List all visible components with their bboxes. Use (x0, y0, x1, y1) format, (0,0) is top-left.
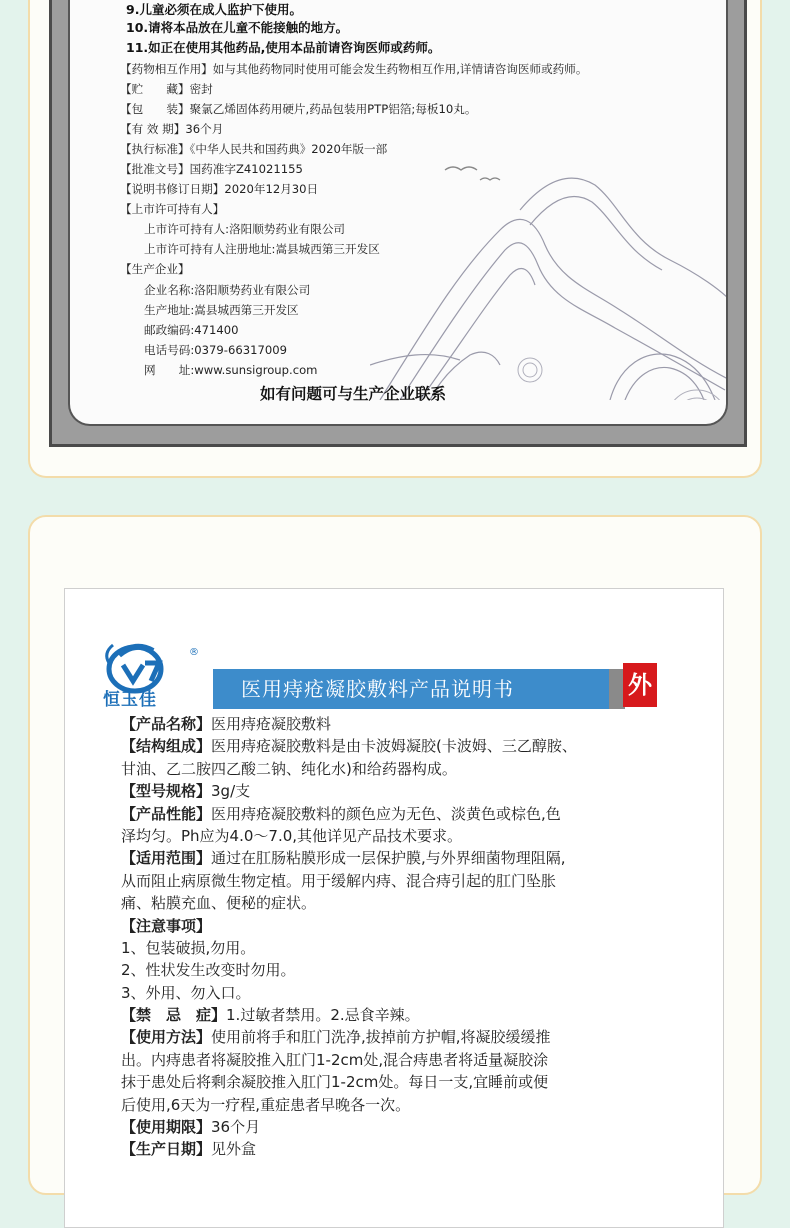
validity-row (120, 121, 223, 137)
production-address: 生产地址:嵩县城西第三开发区 (144, 303, 299, 317)
leaflet-line (121, 713, 681, 735)
manufacturer-title: 【生产企业】 (120, 262, 190, 276)
registered-mark: ® (189, 647, 199, 658)
leaflet-line (121, 825, 681, 847)
leaflet-line (121, 915, 681, 937)
leaflet-line (121, 758, 681, 780)
leaflet-frame (49, 0, 747, 447)
leaflet-line (121, 937, 681, 959)
mountain-landscape-illustration (370, 150, 728, 400)
instruction-card-top (28, 0, 762, 478)
phone-number: 电话号码:0379-66317009 (144, 343, 287, 357)
leaflet-line (121, 959, 681, 981)
storage-value: 密封 (189, 82, 213, 96)
standard-value: 《中华人民共和国药典》2020年版一部 (189, 142, 388, 156)
leaflet-title: 医用痔疮凝胶敷料产品说明书 (213, 669, 609, 709)
section-text: 医用痔疮凝胶敷料是由卡波姆凝胶(卡波姆、三乙醇胺、 (211, 737, 577, 756)
section-label: 【生产日期】 (121, 1140, 212, 1159)
leaflet-line (121, 1138, 681, 1160)
leaflet-line (121, 1071, 681, 1093)
section-text: 见外盒 (211, 1140, 257, 1159)
section-text: 1、包装破损,勿用。 (121, 938, 256, 957)
package-row (120, 101, 476, 117)
section-label: 【型号规格】 (121, 782, 212, 801)
brand-name: 恒玉佳 (103, 690, 157, 710)
holder-title: 【上市许可持有人】 (120, 202, 225, 216)
section-text: 3、外用、勿入口。 (121, 983, 251, 1002)
section-text: 出。内痔患者将凝胶推入肛门1-2cm处,混合痔患者将适量凝胶涂 (121, 1050, 549, 1069)
leaflet-line (121, 1004, 681, 1026)
leaflet-line (121, 735, 681, 757)
leaflet-body (121, 713, 681, 1161)
postal-code: 邮政编码:471400 (144, 323, 239, 337)
section-text: 通过在肛肠粘膜形成一层保护膜,与外界细菌物理阻隔, (211, 849, 566, 868)
approval-label: 【批准文号】 (120, 162, 190, 176)
section-label: 【禁 忌 症】 (121, 1006, 227, 1025)
section-text: 36个月 (211, 1118, 261, 1137)
warning-item-10: 10.请将本品放在儿童不能接触的地方。 (126, 20, 349, 35)
section-text: 医用痔疮凝胶敷料 (211, 715, 332, 733)
company-name: 企业名称:洛阳顺势药业有限公司 (144, 283, 311, 297)
section-label: 【结构组成】 (121, 737, 212, 756)
standard-label: 【执行标准】 (120, 142, 190, 156)
section-text: 甘油、乙二胺四乙酸二钠、纯化水)和给药器构成。 (121, 759, 457, 778)
leaflet-line (121, 1026, 681, 1048)
drug-interaction-value: 如与其他药物同时使用可能会发生药物相互作用,详情请咨询医师或药师。 (212, 62, 588, 76)
drug-interaction-label: 【药物相互作用】 (120, 62, 213, 76)
section-text: 2、性状发生改变时勿用。 (121, 961, 296, 980)
instruction-card-bottom (28, 515, 762, 1195)
external-use-badge: 外 (623, 663, 657, 707)
product-leaflet (64, 588, 724, 1228)
leaflet-inner-panel (68, 0, 728, 426)
leaflet-line (121, 1049, 681, 1071)
section-label: 【产品名称】 (121, 715, 212, 733)
contact-note: 如有问题可与生产企业联系 (260, 385, 447, 403)
warning-item-11: 11.如正在使用其他药品,使用本品前请咨询医师或药师。 (126, 40, 441, 55)
leaflet-line (121, 892, 681, 914)
leaflet-line (121, 803, 681, 825)
package-value: 聚氯乙烯固体药用硬片,药品包装用PTP铝箔;每板10丸。 (189, 102, 477, 116)
holder-name: 上市许可持有人:洛阳顺势药业有限公司 (144, 222, 346, 236)
section-text: 抹于患处后将剩余凝胶推入肛门1-2cm处。每日一支,宜睡前或便 (121, 1073, 549, 1092)
leaflet-line (121, 982, 681, 1004)
standard-row (120, 141, 387, 157)
section-text: 3g/支 (211, 782, 251, 801)
revision-row (120, 181, 318, 197)
section-label: 【产品性能】 (121, 804, 212, 823)
warning-item-9: 9.儿童必须在成人监护下使用。 (126, 2, 302, 17)
storage-row (120, 81, 213, 97)
section-text: 泽均匀。Ph应为4.0～7.0,其他详见产品技术要求。 (121, 826, 463, 845)
validity-value: 36个月 (185, 122, 224, 136)
revision-value: 2020年12月30日 (224, 182, 319, 196)
section-text: 使用前将手和肛门洗净,拔掉前方护帽,将凝胶缓缓推 (211, 1028, 551, 1047)
package-label: 【包 装】 (120, 102, 190, 116)
approval-value: 国药准字Z41021155 (189, 162, 303, 176)
drug-interaction-row (120, 61, 587, 77)
leaflet-line (121, 847, 681, 869)
section-label: 【注意事项】 (121, 916, 212, 935)
approval-row (120, 161, 303, 177)
validity-label: 【有 效 期】 (120, 122, 186, 136)
leaflet-line (121, 1116, 681, 1138)
holder-address: 上市许可持有人注册地址:嵩县城西第三开发区 (144, 242, 380, 256)
section-text: 医用痔疮凝胶敷料的颜色应为无色、淡黄色或棕色,色 (211, 804, 561, 823)
section-text: 后使用,6天为一疗程,重症患者早晚各一次。 (121, 1095, 411, 1114)
section-label: 【适用范围】 (121, 849, 212, 868)
section-label: 【使用期限】 (121, 1118, 212, 1137)
section-label: 【使用方法】 (121, 1028, 212, 1047)
section-text: 痛、粘膜充血、便秘的症状。 (121, 894, 317, 913)
website: 网 址:www.sunsigroup.com (144, 363, 318, 377)
storage-label: 【贮 藏】 (120, 82, 190, 96)
revision-label: 【说明书修订日期】 (120, 182, 225, 196)
section-text: 从而阻止病原微生物定植。用于缓解内痔、混合痔引起的肛门坠胀 (121, 871, 557, 890)
leaflet-line (121, 870, 681, 892)
section-text: 1.过敏者禁用。2.忌食辛辣。 (226, 1006, 420, 1025)
leaflet-line (121, 1094, 681, 1116)
leaflet-line (121, 780, 681, 802)
